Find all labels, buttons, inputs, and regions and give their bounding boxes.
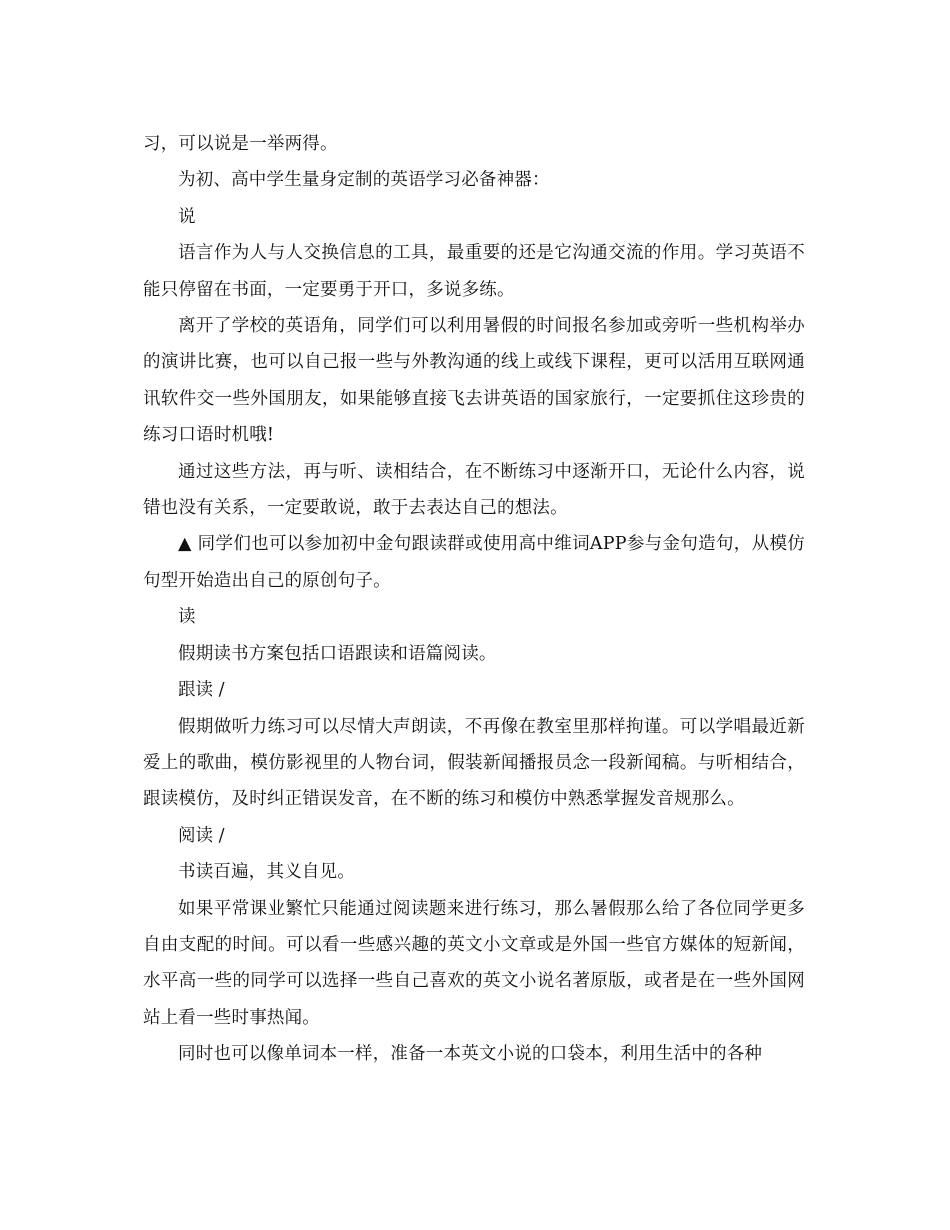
paragraph: 语言作为人与人交换信息的工具，最重要的还是它沟通交流的作用。学习英语不能只停留在书面，一定要勇于开口，多说多练。 (143, 243, 805, 300)
paragraph: 假期读书方案包括口语跟读和语篇阅读。 (178, 643, 497, 664)
paragraph: 假期做听力练习可以尽情大声朗读，不再像在教室里那样拘谨。可以学唱最近新爱上的歌曲，模仿影视里的人物台词，假装新闻播报员念一段新闻稿。与听相结合，跟读模仿，及时纠正错误发音，在不断的练习和模仿中熟悉掌握发音规那么。 (143, 716, 805, 810)
paragraph-continuation: 习，可以说是一举两得。 (143, 134, 338, 154)
subheading-follow-read: 跟读 / (178, 680, 225, 701)
paragraph: 离开了学校的英语角，同学们可以利用暑假的时间报名参加或旁听一些机构举办的演讲比赛，也可以自己报一些与外教沟通的线上或线下课程，更可以活用互联网通讯软件交一些外国朋友，如果能够直接飞去讲英语的国家旅行，一定要抓住这珍贵的练习口语时机哦! (143, 316, 805, 446)
section-heading-speak: 说 (178, 206, 196, 227)
paragraph: 如果平常课业繁忙只能通过阅读题来进行练习，那么暑假那么给了各位同学更多自由支配的时间。可以看一些感兴趣的英文小文章或是外国一些官方媒体的短新闻，水平高一些的同学可以选择一些自己喜欢的英文小说名著原版，或者是在一些外国网站上看一些时事热闻。 (143, 898, 805, 1028)
paragraph: 通过这些方法，再与听、读相结合，在不断练习中逐渐开口，无论什么内容，说错也没有关系，一定要敢说，敢于去表达自己的想法。 (143, 461, 805, 519)
paragraph-truncated: 同时也可以像单词本一样，准备一本英文小说的口袋本，利用生活中的各种 (178, 1044, 763, 1065)
subheading-reading: 阅读 / (178, 825, 225, 846)
section-heading-read: 读 (178, 607, 196, 628)
paragraph-tip: ▲ 同学们也可以参加初中金句跟读群或使用高中维词APP参与金句造句，从模仿句型开始造出自己的原创句子。 (143, 534, 805, 591)
paragraph-quote: 书读百遍，其义自见。 (178, 862, 355, 883)
paragraph-intro: 为初、高中学生量身定制的英语学习必备神器： (178, 170, 550, 191)
document-body (143, 126, 805, 1073)
